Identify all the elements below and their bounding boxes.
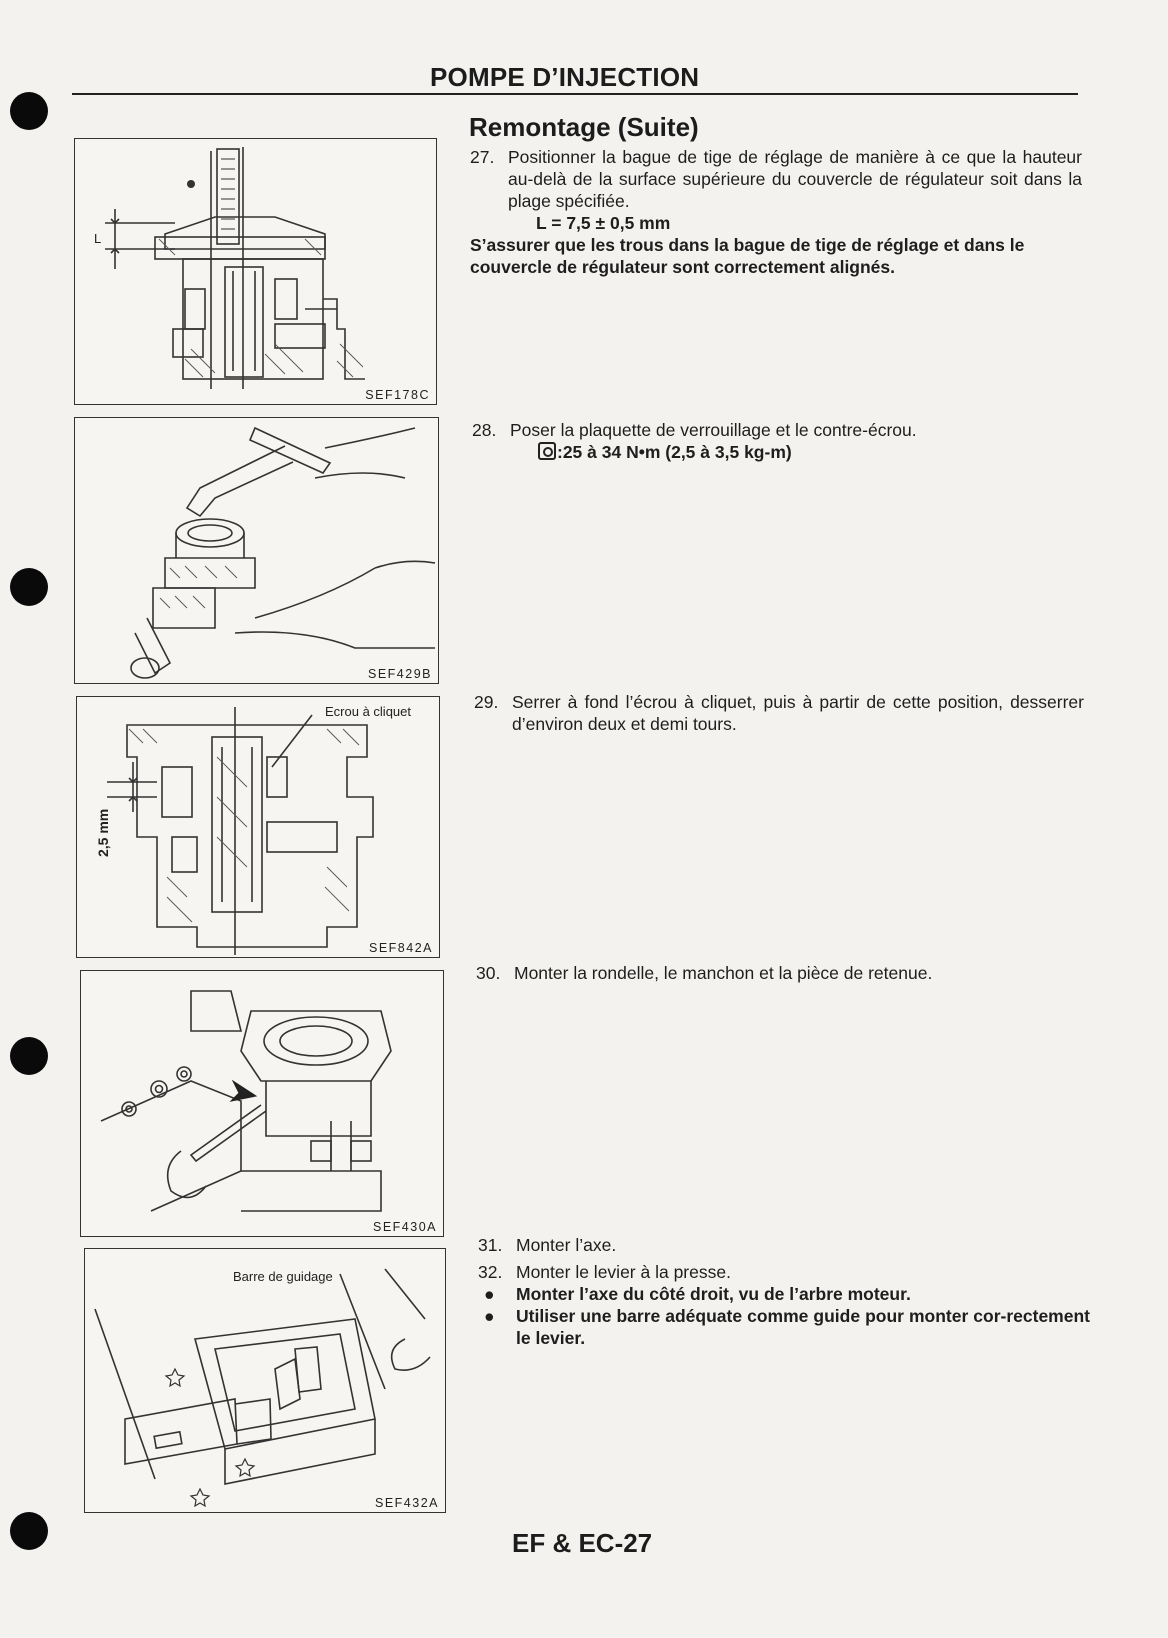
step-28 [472,419,1082,463]
figure-code: SEF432A [374,1496,439,1510]
header-divider [72,93,1078,95]
step-text: Monter le levier à la presse. [516,1262,731,1282]
step-27 [470,146,1082,234]
torque-wrench-icon [538,442,556,460]
torque-value: :25 à 34 N•m (2,5 à 3,5 kg-m) [557,442,792,462]
figure-code: SEF430A [372,1220,437,1234]
binder-hole [10,92,48,130]
figure-guide-bar [84,1248,446,1513]
figure-ratchet-nut [76,696,440,958]
dimension-label-2-5mm: 2,5 mm [95,808,111,857]
step-number: 31. [478,1235,503,1255]
binder-hole [10,568,48,606]
section-title: Remontage (Suite) [469,112,699,142]
figure-illustration [77,697,441,959]
step-number: 30. [476,963,501,983]
step-30 [476,962,1086,984]
step-number: 28. [472,420,497,440]
step-27-note: S’assurer que les trous dans la bague de tige de réglage et dans le couvercle de régulateur sont correctement alignés. [470,235,1025,277]
figure-governor-cover-height [74,138,437,405]
figure-illustration [85,1249,447,1514]
step-text: Serrer à fond l’écrou à cliquet, puis à partir de cette position, desserrer d’environ deux et demi tours. [512,692,1084,734]
figure-code: SEF178C [365,388,430,402]
figure-code: SEF429B [367,667,432,681]
ratchet-nut-callout: Ecrou à cliquet [325,704,411,719]
figure-lock-plate-torque [74,417,439,684]
step-29 [474,691,1084,735]
dimension-label-L: L [94,231,102,246]
torque-spec [538,441,1082,463]
binder-hole [10,1037,48,1075]
bullet-icon: ● [484,1284,495,1304]
step-number: 29. [474,692,499,712]
binder-hole [10,1512,48,1550]
guide-bar-callout: Barre de guidage [233,1269,333,1284]
figure-illustration [81,971,445,1238]
step-number: 27. [470,147,495,167]
bullet-item: ● Utiliser une barre adéquate comme guide pour monter cor-rectement le levier. [484,1306,1090,1348]
step-text: Positionner la bague de tige de réglage de manière à ce que la hauteur au-delà de la surface supérieure du couvercle de régulateur soit dans la plage spécifiée. [508,147,1082,211]
spec-formula: L = 7,5 ± 0,5 mm [536,213,671,233]
step-text: Monter la rondelle, le manchon et la pièce de retenue. [514,963,933,983]
figure-illustration [75,418,440,685]
figure-code: SEF842A [368,941,433,955]
step-32 [478,1261,1090,1349]
bullet-icon: ● [484,1306,495,1326]
step-text: Monter l’axe. [516,1235,617,1255]
page-number: EF & EC-27 [512,1528,653,1558]
step-text: Poser la plaquette de verrouillage et le contre-écrou. [510,420,917,440]
figure-illustration [75,139,438,406]
step-number: 32. [478,1262,503,1282]
page-header-title: POMPE D’INJECTION [430,62,700,92]
bullet-item: ● Monter l’axe du côté droit, vu de l’arbre moteur. [484,1284,911,1304]
step-31 [478,1234,1088,1256]
figure-washer-sleeve [80,970,444,1237]
